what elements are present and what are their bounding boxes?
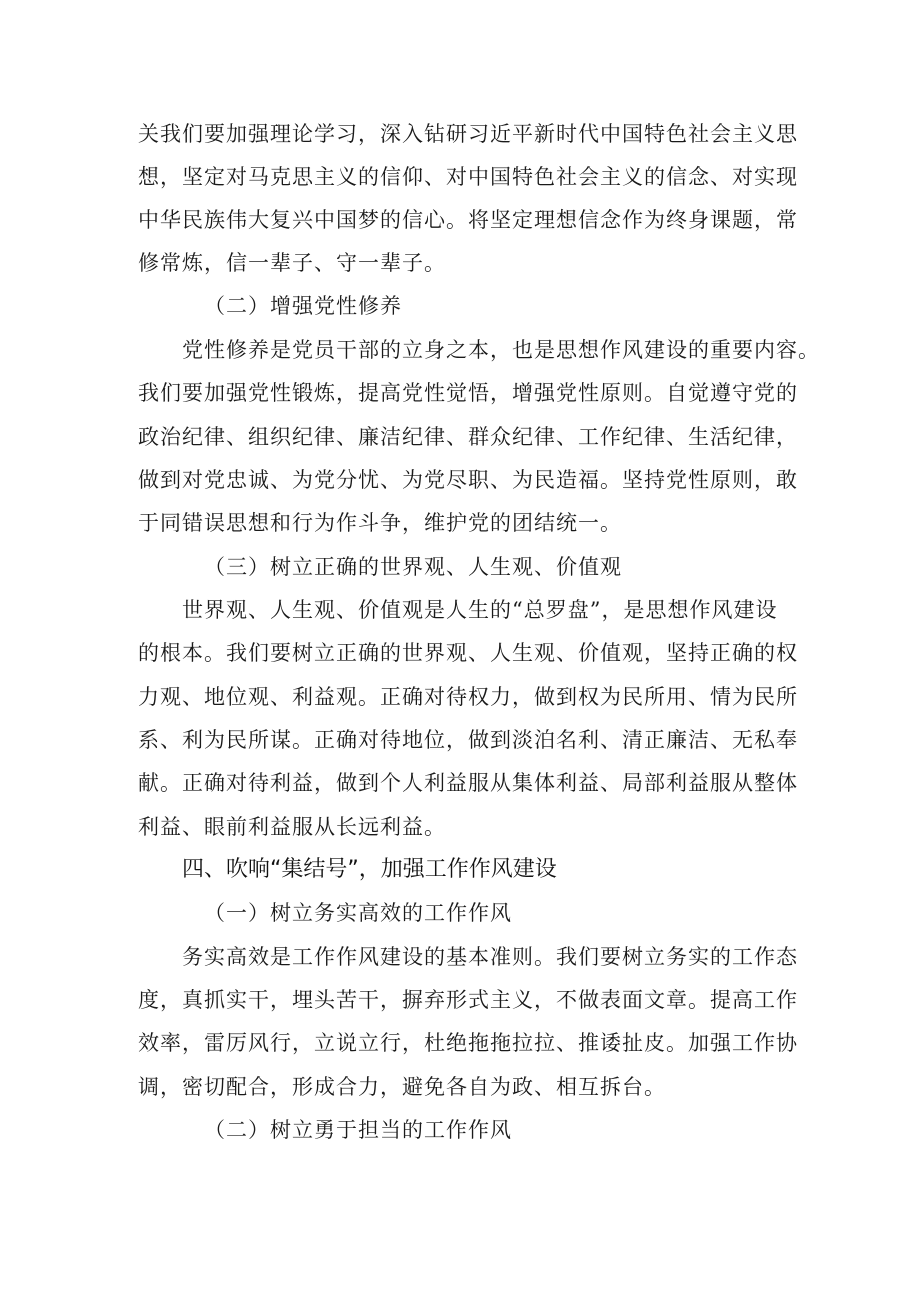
body-text-line: 想，坚定对马克思主义的信仰、对中国特色社会主义的信念、对实现	[138, 165, 798, 189]
body-text-line: 做到对党忠诚、为党分忧、为党尽职、为民造福。坚持党性原则，敢	[138, 468, 798, 492]
body-text-line: 调，密切配合，形成合力，避免各自为政、相互拆台。	[138, 1075, 666, 1099]
body-text-line: 关我们要加强理论学习，深入钻研习近平新时代中国特色社会主义思	[138, 122, 798, 146]
body-text-line: 利益、眼前利益服从长远利益。	[138, 815, 446, 839]
body-text-line: 系、利为民所谋。正确对待地位，做到淡泊名利、清正廉洁、无私奉	[138, 728, 798, 752]
paragraph-first-line: 世界观、人生观、价值观是人生的“总罗盘”，是思想作风建设	[182, 598, 778, 622]
body-text-line: 效率，雷厉风行，立说立行，杜绝拖拖拉拉、推诿扯皮。加强工作协	[138, 1031, 798, 1055]
subheading: （二）增强党性修养	[204, 294, 402, 318]
body-text-line: 度，真抓实干，埋头苦干，摒弃形式主义，不做表面文章。提高工作	[138, 988, 798, 1012]
body-text-line: 力观、地位观、利益观。正确对待权力，做到权为民所用、情为民所	[138, 685, 798, 709]
body-text-line: 于同错误思想和行为作斗争，维护党的团结统一。	[138, 511, 622, 535]
body-text-line: 中华民族伟大复兴中国梦的信心。将坚定理想信念作为终身课题，常	[138, 208, 798, 232]
paragraph-first-line: 党性修养是党员干部的立身之本，也是思想作风建设的重要内容。	[182, 338, 820, 362]
subheading: （三）树立正确的世界观、人生观、价值观	[204, 555, 622, 579]
body-text-line: 修常炼，信一辈子、守一辈子。	[138, 251, 446, 275]
section-heading: 四、吹响“集结号”，加强工作作风建设	[182, 857, 557, 882]
subheading: （一）树立务实高效的工作作风	[204, 901, 512, 925]
body-text-line: 政治纪律、组织纪律、廉洁纪律、群众纪律、工作纪律、生活纪律，	[138, 425, 798, 449]
body-text-line: 献。正确对待利益，做到个人利益服从集体利益、局部利益服从整体	[138, 771, 798, 795]
paragraph-first-line: 务实高效是工作作风建设的基本准则。我们要树立务实的工作态	[182, 945, 798, 969]
body-text-line: 的根本。我们要树立正确的世界观、人生观、价值观，坚持正确的权	[138, 641, 798, 665]
body-text-line: 我们要加强党性锻炼，提高党性觉悟，增强党性原则。自觉遵守党的	[138, 381, 798, 405]
subheading: （二）树立勇于担当的工作作风	[204, 1118, 512, 1142]
